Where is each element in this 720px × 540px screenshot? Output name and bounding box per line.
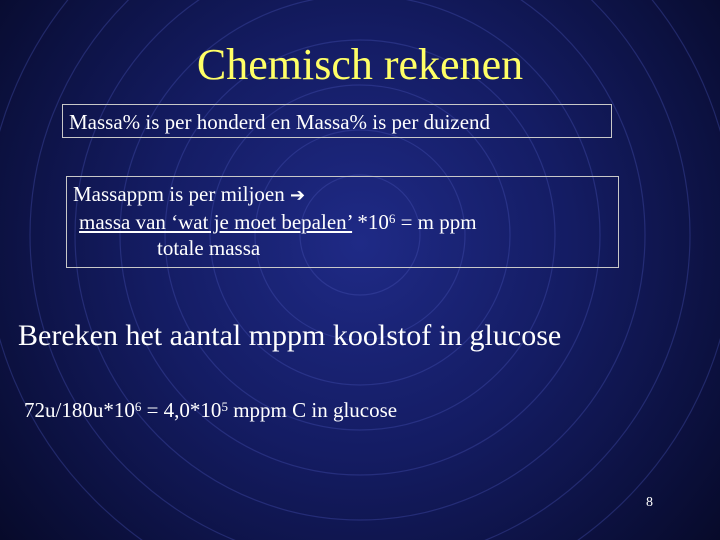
answer-line bbox=[24, 397, 397, 423]
answer-exponent1: 6 bbox=[134, 399, 142, 414]
massappm-label: Massappm is per miljoen bbox=[73, 182, 285, 206]
massa-percent-box bbox=[62, 104, 612, 138]
formula-line bbox=[79, 209, 618, 235]
formula-exponent: 6 bbox=[388, 211, 396, 226]
question-text: Bereken het aantal mppm koolstof in glucose bbox=[18, 319, 562, 352]
massappm-line bbox=[73, 181, 618, 209]
formula-denominator: totale massa bbox=[157, 236, 261, 260]
formula-numerator: massa van ‘wat je moet bepalen’ bbox=[79, 210, 353, 234]
answer-part1: 72u/180u*10 bbox=[24, 398, 135, 422]
answer-exponent2: 5 bbox=[221, 399, 228, 414]
page-number: 8 bbox=[646, 495, 653, 510]
answer-part3: mppm C in glucose bbox=[233, 398, 398, 422]
slide-title: Chemisch rekenen bbox=[196, 40, 524, 89]
massa-percent-text: Massa% is per honderd en Massa% is per duizend bbox=[69, 110, 491, 134]
answer-part2: = 4,0*10 bbox=[146, 398, 222, 422]
arrow-right-icon: ➔ bbox=[289, 185, 306, 206]
formula-multiplier: *10 bbox=[357, 210, 389, 234]
massappm-box bbox=[66, 176, 619, 268]
formula-result: = m ppm bbox=[400, 210, 477, 234]
